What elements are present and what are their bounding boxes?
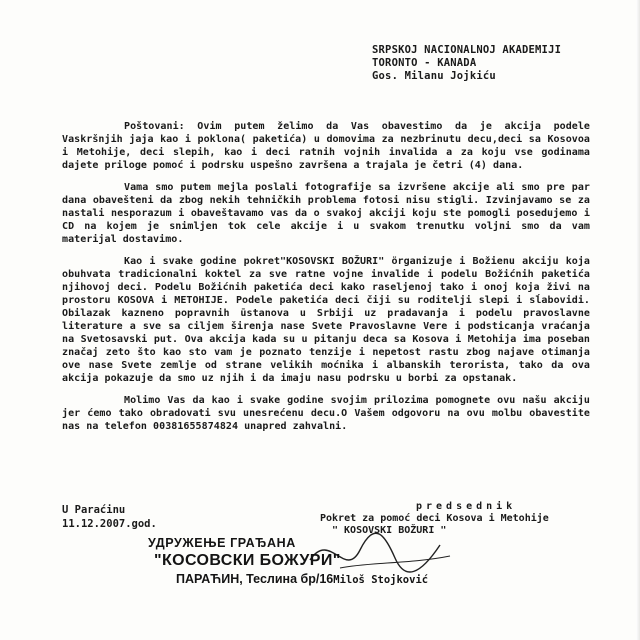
stamp-address: ПАРАЋИН, Теслина бр/16 (176, 572, 334, 586)
paragraph-photos: Vama smo putem mejla poslali fotografije sa izvršene akcije ali smo pre par dana obavešteni da zbog nekih tehničkih problema fotosi nisu stigli. Izvinjavamo se za nastali nesporazum i obaveštavamo vas da o svakoj akciji koju ste pomogli posedujemo i CD na kojem je snimljen tok cele akcije i u svakom trenutku voljni smo da vam materijal dostavimo. (62, 182, 590, 245)
signer-title: predsednik (416, 501, 517, 512)
paragraph-request: Molimo Vas da kao i svake godine svojim prilozima pomognete ovu našu akciju jer ćemo tako obradovati svu unesrećenu decu.O Vašem odgovoru na ovu molbu obavestite nas na telefon 00381655874824 unapred zahvalni. (62, 395, 590, 432)
stamp-line-1: УДРУЖЕЊЕ ГРАЂАНА (148, 536, 296, 550)
date: 11.12.2007.god. (62, 518, 157, 530)
signer-name: Miloš Stojković (333, 574, 429, 586)
organization-stamp (148, 536, 428, 586)
page-edge-shadow (636, 0, 640, 640)
paragraph-christmas-action: Kao i svake godine pokret"KOSOVSKI BOŽURI" örganizuje i Božienu akciju koja obuhvata tradicionalni koktel za sve ratne vojne invalide i podelu Božićnih paketića njihovoj deci. Podelu Božićnih paketića deci kako raseljenoj tako i onoj koja živi na prostoru KOSOVA i METOHIJE. Podele paketića deci čiji su roditelji slepi i sĺabovidi. Obilazak kazneno popravnih ūstanova u Srbiji uz pradavanja i podelu pravoslavne literature a sve sa ciljem širenja nase Svete Pravoslavne Vere i podsticanja vraćanja na Svetosavski put. Ova akcija kada su u pitanju deca sa Kosova i Metohija ima poseban značaj zeto što kao sto vam je poznato tenzije i nepetost rastu zbog najave otimanja ove nase Svete zemlje od strane velikih moćnika i albanskih terorista, tako da ova akcija pokazuje da smo uz njih i da imaju nasu podrsku u borbi za opstanak. (62, 256, 590, 384)
recipient-line-1: SRPSKOJ NACIONALNOJ AKADEMIJI (372, 44, 562, 56)
letter-body (62, 120, 590, 433)
place-date-block (62, 503, 157, 531)
organization-name: " KOSOVSKI BOŽURI " (332, 525, 447, 536)
recipient-line-2: TORONTO - KANADA (372, 57, 477, 69)
recipient-line-3: Gos. Milanu Jojkiću (372, 70, 496, 82)
recipient-address (372, 44, 561, 83)
organization-line: Pokret za pomoć deci Kosova i Metohije (320, 513, 549, 524)
place: U Paraćinu (62, 504, 126, 516)
stamp-line-3 (176, 572, 428, 586)
stamp-line-2: "КОСОВСКИ БОЖУРИ" (154, 552, 341, 569)
paragraph-greeting: Poštovani: Ovim putem želimo da Vas obavestimo da je akcija podele Vaskršnjih jaja kao i poklona( paketića) u domovima za nezbrinutu decu,deci sa Kosovoa i Metohije, deci slepih, kao i deci ratnih vojnih invalida a za koju vse godinama dajete priloge pomoć i podrsku uspešno završena a trajala je četri (4) dana. (62, 121, 590, 171)
